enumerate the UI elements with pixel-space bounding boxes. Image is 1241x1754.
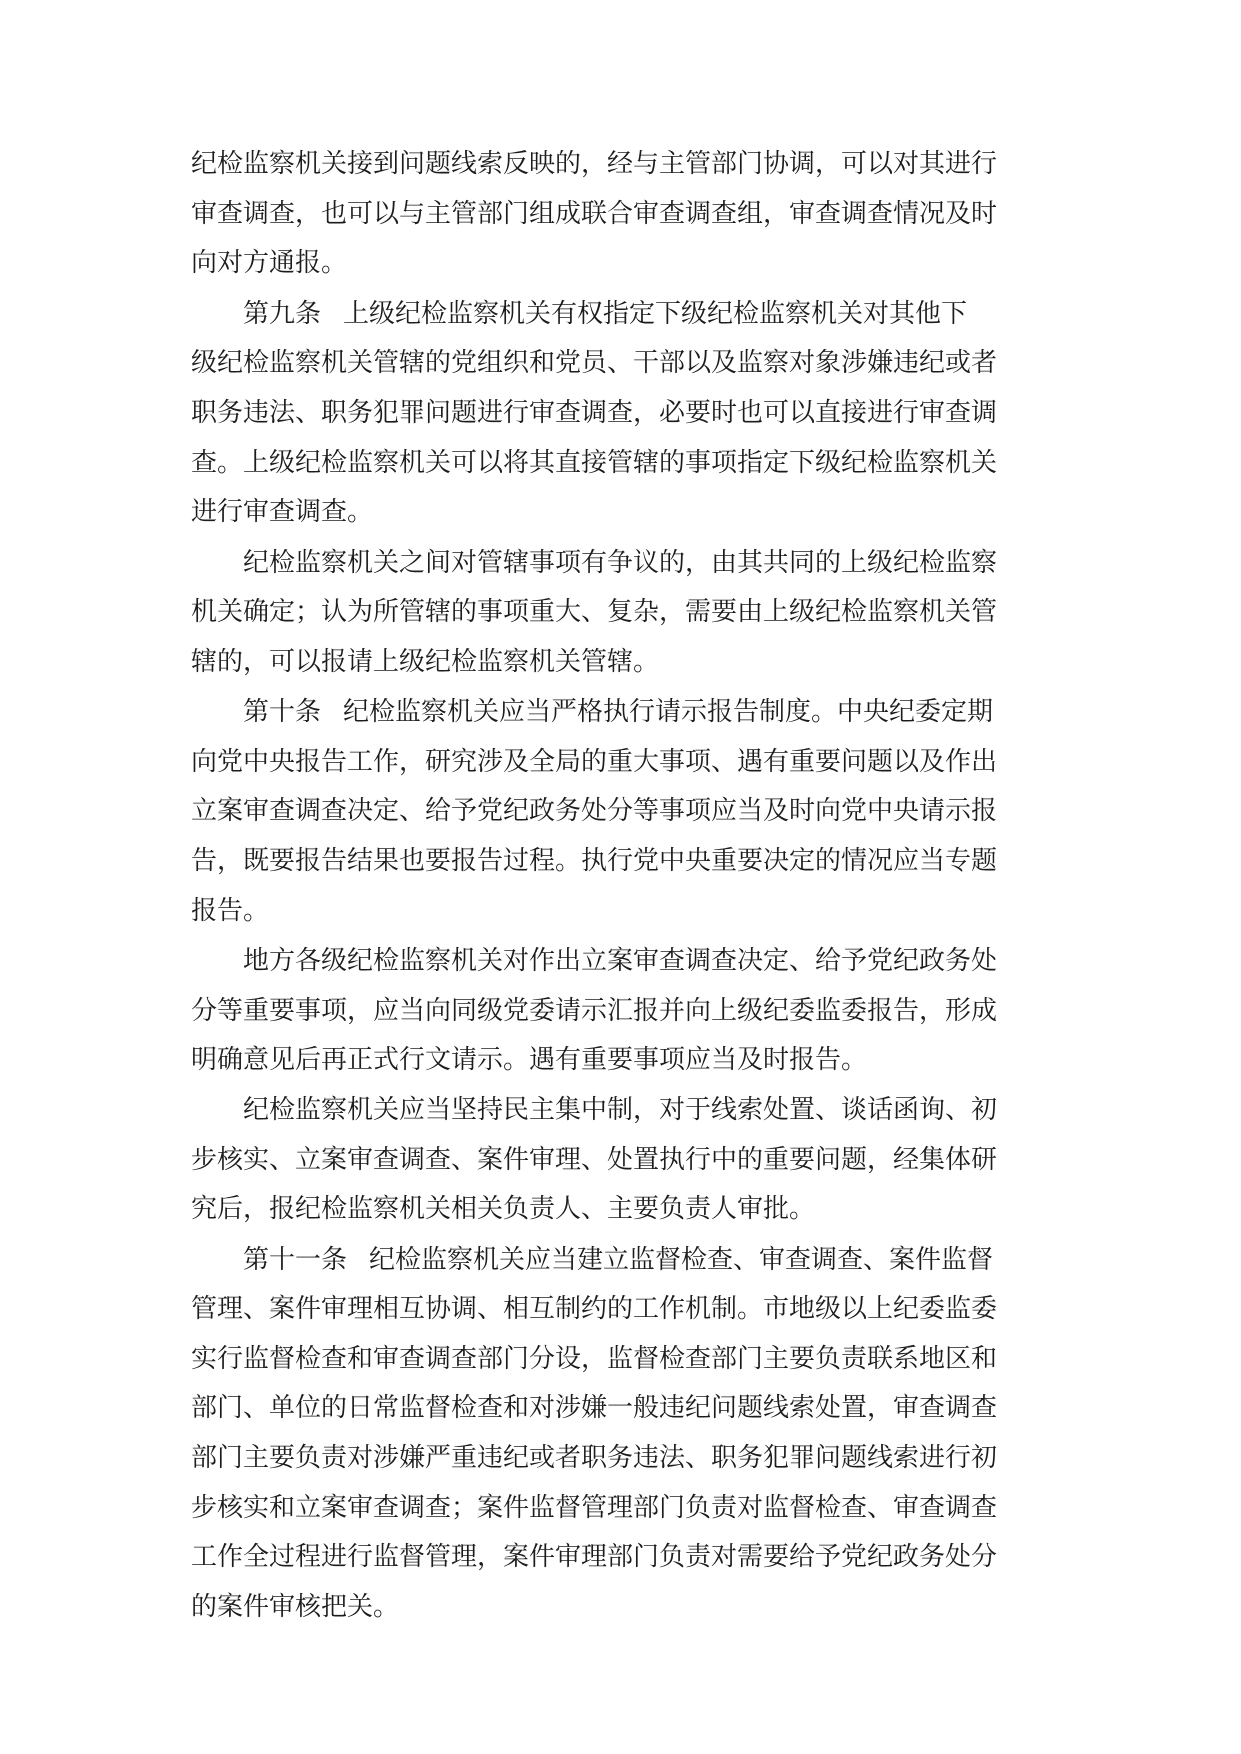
text-line: 管理、案件审理相互协调、相互制约的工作机制。市地级以上纪委监委 (191, 1294, 998, 1324)
article-9-first-line (243, 292, 1051, 336)
article-label-9: 第九条 (243, 299, 322, 329)
text-line: 地方各级纪检监察机关对作出立案审查调查决定、给予党纪政务处 (243, 946, 998, 976)
text-line: 审查调查，也可以与主管部门组成联合审查调查组，审查调查情况及时 (191, 199, 998, 229)
text-line: 纪检监察机关应当坚持民主集中制，对于线索处置、谈话函询、初 (243, 1095, 998, 1125)
text-line: 向党中央报告工作，研究涉及全局的重大事项、遇有重要问题以及作出 (191, 747, 998, 777)
text-line: 机关确定；认为所管辖的事项重大、复杂，需要由上级纪检监察机关管 (191, 597, 998, 627)
text-line: 职务违法、职务犯罪问题进行审查调查，必要时也可以直接进行审查调 (191, 398, 998, 428)
text-line: 向对方通报。 (191, 248, 348, 278)
text-line: 部门主要负责对涉嫌严重违纪或者职务违法、职务犯罪问题线索进行初 (191, 1443, 998, 1473)
text-line: 查。上级纪检监察机关可以将其直接管辖的事项指定下级纪检监察机关 (191, 448, 998, 478)
text-line: 级纪检监察机关管辖的党组织和党员、干部以及监察对象涉嫌违纪或者 (191, 348, 998, 378)
article-11-first-line (243, 1238, 1051, 1282)
text-line: 分等重要事项，应当向同级党委请示汇报并向上级纪委监委报告，形成 (191, 996, 998, 1026)
text-line: 步核实、立案审查调查、案件审理、处置执行中的重要问题，经集体研 (191, 1145, 998, 1175)
text-line: 的案件审核把关。 (191, 1592, 400, 1622)
text-line: 部门、单位的日常监督检查和对涉嫌一般违纪问题线索处置，审查调查 (191, 1393, 998, 1423)
text-line: 上级纪检监察机关有权指定下级纪检监察机关对其他下 (343, 299, 968, 329)
text-line: 报告。 (191, 896, 270, 926)
text-line: 明确意见后再正式行文请示。遇有重要事项应当及时报告。 (191, 1045, 868, 1075)
text-line: 纪检监察机关应当严格执行请示报告制度。中央纪委定期 (343, 697, 994, 727)
text-line: 纪检监察机关接到问题线索反映的，经与主管部门协调，可以对其进行 (191, 149, 998, 179)
text-line: 告，既要报告结果也要报告过程。执行党中央重要决定的情况应当专题 (191, 846, 998, 876)
text-line: 工作全过程进行监督管理，案件审理部门负责对需要给予党纪政务处分 (191, 1542, 998, 1572)
text-line: 立案审查调查决定、给予党纪政务处分等事项应当及时向党中央请示报 (191, 796, 998, 826)
text-line: 步核实和立案审查调查；案件监督管理部门负责对监督检查、审查调查 (191, 1493, 998, 1523)
text-line: 进行审查调查。 (191, 497, 374, 527)
text-line: 究后，报纪检监察机关相关负责人、主要负责人审批。 (191, 1194, 816, 1224)
article-label-10: 第十条 (243, 697, 322, 727)
text-line: 实行监督检查和审查调查部门分设，监督检查部门主要负责联系地区和 (191, 1344, 998, 1374)
article-10-first-line (243, 690, 1051, 734)
article-label-11: 第十一条 (243, 1245, 348, 1275)
text-line: 辖的，可以报请上级纪检监察机关管辖。 (191, 647, 660, 677)
text-line: 纪检监察机关之间对管辖事项有争议的，由其共同的上级纪检监察 (243, 548, 998, 578)
text-line: 纪检监察机关应当建立监督检查、审查调查、案件监督 (369, 1245, 994, 1275)
